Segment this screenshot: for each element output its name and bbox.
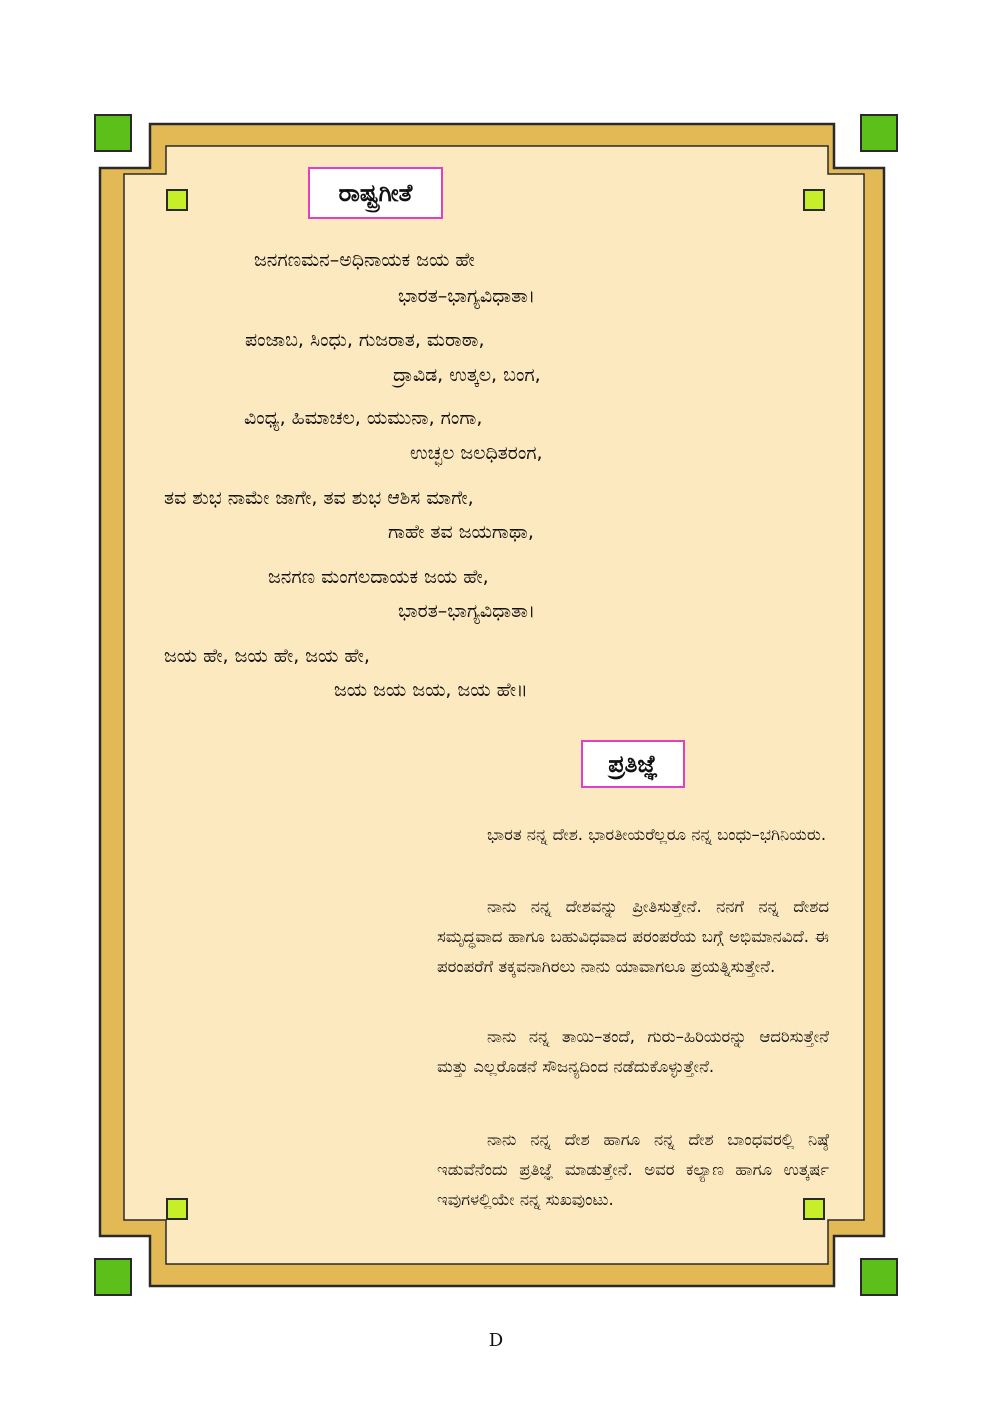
pledge-paragraph: ನಾನು ನನ್ನ ದೇಶ ಹಾಗೂ ನನ್ನ ದೇಶ ಬಾಂಧವರಲ್ಲಿ ನಿಷ್ಠೆ ಇಡುವೆನೆಂದು ಪ್ರತಿಜ್ಞೆ ಮಾಡುತ್ತೇನೆ. ಅವರ ಕಲ್ಯಾಣ ಹಾಗೂ ಉತ್ಕರ್ಷ ಇವುಗಳಲ್ಲಿಯೇ ನನ್ನ ಸುಖವುಂಟು.: [437, 1130, 829, 1209]
corner-square-top-right: [860, 114, 898, 152]
pledge-paragraph: ನಾನು ನನ್ನ ದೇಶವನ್ನು ಪ್ರೀತಿಸುತ್ತೇನೆ. ನನಗೆ ನನ್ನ ದೇಶದ ಸಮೃದ್ಧವಾದ ಹಾಗೂ ಬಹುವಿಧವಾದ ಪರಂಪರೆಯ ಬಗ್ಗೆ ಅಭಿಮಾನವಿದೆ. ಈ ಪರಂಪರೆಗೆ ತಕ್ಕವನಾಗಿರಲು ನಾನು ಯಾವಾಗಲೂ ಪ್ರಯತ್ನಿಸುತ್ತೇನೆ.: [437, 897, 829, 976]
pledge-title: ಪ್ರತಿಜ್ಞೆ: [581, 740, 685, 788]
anthem-line: ದ್ರಾವಿಡ, ಉತ್ಕಲ, ಬಂಗ,: [393, 364, 541, 386]
anthem-line: ಜನಗಣಮನ–ಅಧಿನಾಯಕ ಜಯ ಹೇ: [254, 249, 475, 271]
anthem-line: ಪಂಜಾಬ, ಸಿಂಧು, ಗುಜರಾತ, ಮರಾಠಾ,: [245, 329, 485, 351]
page-number: D: [488, 1330, 504, 1351]
anthem-line: ಭಾರತ–ಭಾಗ್ಯವಿಧಾತಾ।: [398, 600, 536, 622]
corner-square-bottom-left: [94, 1258, 132, 1296]
inner-square-bottom-left: [166, 1198, 188, 1220]
corner-square-bottom-right: [860, 1258, 898, 1296]
anthem-line: ಭಾರತ–ಭಾಗ್ಯವಿಧಾತಾ।: [398, 285, 536, 307]
anthem-line: ಜನಗಣ ಮಂಗಲದಾಯಕ ಜಯ ಹೇ,: [268, 566, 489, 588]
inner-square-top-left: [166, 189, 188, 211]
anthem-line: ತವ ಶುಭ ನಾಮೇ ಜಾಗೇ, ತವ ಶುಭ ಆಶಿಸ ಮಾಗೇ,: [164, 487, 474, 509]
anthem-title: ರಾಷ್ಟ್ರಗೀತೆ: [308, 167, 443, 219]
anthem-line: ಜಯ ಜಯ ಜಯ, ಜಯ ಹೇ॥: [334, 679, 528, 701]
pledge-paragraph: ನಾನು ನನ್ನ ತಾಯಿ–ತಂದೆ, ಗುರು–ಹಿರಿಯರನ್ನು ಆದರಿಸುತ್ತೇನೆ ಮತ್ತು ಎಲ್ಲರೊಡನೆ ಸೌಜನ್ಯದಿಂದ ನಡೆದುಕೊಳ್ಳುತ್ತೇನೆ.: [437, 1027, 829, 1076]
pledge-paragraph: ಭಾರತ ನನ್ನ ದೇಶ. ಭಾರತೀಯರೆಲ್ಲರೂ ನನ್ನ ಬಂಧು–ಭಗಿನಿಯರು.: [487, 825, 827, 844]
corner-square-top-left: [94, 114, 132, 152]
anthem-line: ವಿಂಧ್ಯ, ಹಿಮಾಚಲ, ಯಮುನಾ, ಗಂಗಾ,: [244, 407, 483, 429]
inner-square-top-right: [803, 189, 825, 211]
anthem-line: ಜಯ ಹೇ, ಜಯ ಹೇ, ಜಯ ಹೇ,: [164, 645, 370, 667]
anthem-line: ಗಾಹೇ ತವ ಜಯಗಾಥಾ,: [388, 521, 534, 543]
anthem-line: ಉಚ್ಛಲ ಜಲಧಿತರಂಗ,: [410, 442, 543, 464]
